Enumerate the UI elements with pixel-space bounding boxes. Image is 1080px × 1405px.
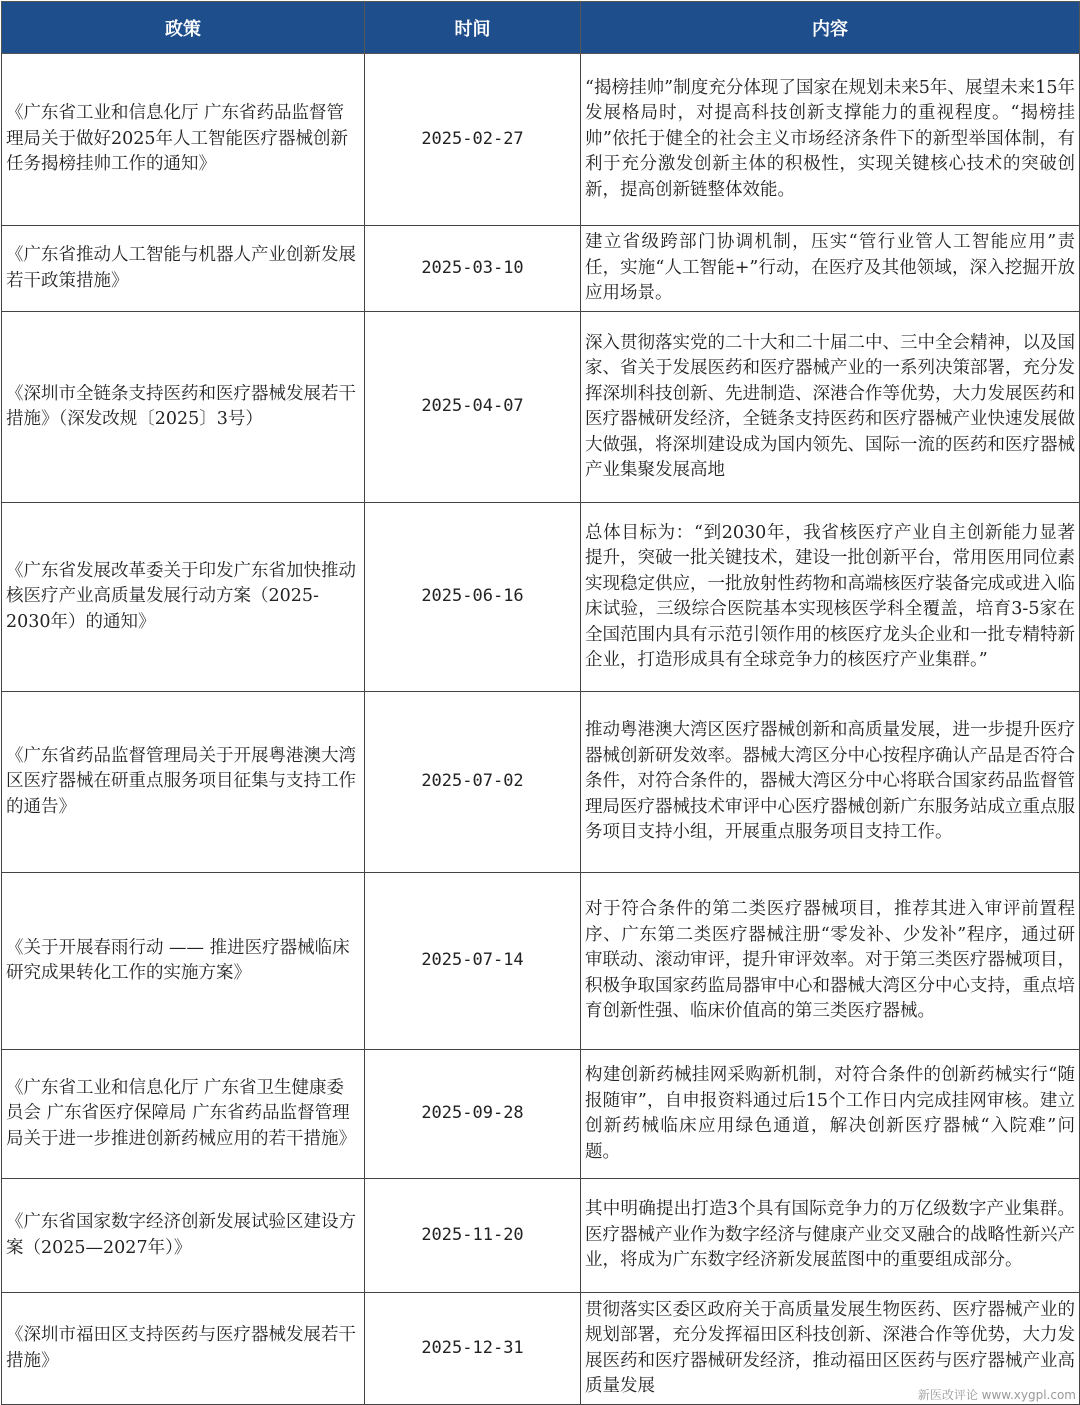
date-cell: 2025-02-27: [365, 54, 581, 226]
policy-cell: 《广东省推动人工智能与机器人产业创新发展若干政策措施》: [2, 226, 365, 312]
date-cell: 2025-09-28: [365, 1050, 581, 1179]
date-cell: 2025-07-02: [365, 692, 581, 873]
watermark: 新医改评论 www.xygpl.com: [917, 1388, 1076, 1402]
date-cell: 2025-03-10: [365, 226, 581, 312]
policy-cell: 《广东省工业和信息化厅 广东省卫生健康委员会 广东省医疗保障局 广东省药品监督管理局关于进一步推进创新药械应用的若干措施》: [2, 1050, 365, 1179]
date-cell: 2025-12-31: [365, 1293, 581, 1405]
content-cell: 其中明确提出打造3个具有国际竞争力的万亿级数字产业集群。医疗器械产业作为数字经济与健康产业交叉融合的战略性新兴产业，将成为广东数字经济新发展蓝图中的重要组成部分。: [581, 1179, 1080, 1293]
table-row: [2, 54, 1080, 226]
content-cell: “揭榜挂帅”制度充分体现了国家在规划未来5年、展望未来15年发展格局时，对提高科技创新支撑能力的重视程度。“揭榜挂帅”依托于健全的社会主义市场经济条件下的新型举国体制，有利于充分激发创新主体的积极性，实现关键核心技术的突破创新，提高创新链整体效能。: [581, 54, 1080, 226]
header-row: [2, 2, 1080, 54]
table-row: [2, 1179, 1080, 1293]
table-row: [2, 873, 1080, 1050]
content-cell: 推动粤港澳大湾区医疗器械创新和高质量发展，进一步提升医疗器械创新研发效率。器械大湾区分中心按程序确认产品是否符合条件，对符合条件的，器械大湾区分中心将联合国家药品监督管理局医疗器械技术审评中心医疗器械创新广东服务站成立重点服务项目支持小组，开展重点服务项目支持工作。: [581, 692, 1080, 873]
table-row: [2, 692, 1080, 873]
policy-cell: 《深圳市福田区支持医药与医疗器械发展若干措施》: [2, 1293, 365, 1405]
date-cell: 2025-11-20: [365, 1179, 581, 1293]
date-cell: 2025-04-07: [365, 312, 581, 503]
policy-cell: 《广东省发展改革委关于印发广东省加快推动核医疗产业高质量发展行动方案（2025-2030年）的通知》: [2, 503, 365, 692]
table-row: [2, 226, 1080, 312]
content-cell: 贯彻落实区委区政府关于高质量发展生物医药、医疗器械产业的规划部署，充分发挥福田区科技创新、深港合作等优势，大力发展医药和医疗器械研发经济，推动福田区医药与医疗器械产业高质量发展: [581, 1293, 1080, 1405]
table-row: [2, 1050, 1080, 1179]
content-cell: 建立省级跨部门协调机制，压实“管行业管人工智能应用”责任，实施“人工智能+”行动，在医疗及其他领域，深入挖掘开放应用场景。: [581, 226, 1080, 312]
date-cell: 2025-06-16: [365, 503, 581, 692]
policy-table: [1, 1, 1080, 1405]
header-date: 时间: [365, 2, 581, 54]
header-policy: 政策: [2, 2, 365, 54]
content-cell: 构建创新药械挂网采购新机制，对符合条件的创新药械实行“随报随审”，自申报资料通过后15个工作日内完成挂网审核。建立创新药械临床应用绿色通道，解决创新医疗器械“入院难”问题。: [581, 1050, 1080, 1179]
header-content: 内容: [581, 2, 1080, 54]
date-cell: 2025-07-14: [365, 873, 581, 1050]
policy-cell: 《广东省工业和信息化厅 广东省药品监督管理局关于做好2025年人工智能医疗器械创新任务揭榜挂帅工作的通知》: [2, 54, 365, 226]
policy-cell: 《广东省国家数字经济创新发展试验区建设方案（2025—2027年）》: [2, 1179, 365, 1293]
policy-cell: 《深圳市全链条支持医药和医疗器械发展若干措施》（深发改规〔2025〕3号）: [2, 312, 365, 503]
table-row: [2, 312, 1080, 503]
policy-cell: 《关于开展春雨行动 —— 推进医疗器械临床研究成果转化工作的实施方案》: [2, 873, 365, 1050]
content-cell: 对于符合条件的第二类医疗器械项目，推荐其进入审评前置程序、广东第二类医疗器械注册“零发补、少发补”程序，通过研审联动、滚动审评，提升审评效率。对于第三类医疗器械项目，积极争取国家药监局器审中心和器械大湾区分中心支持，重点培育创新性强、临床价值高的第三类医疗器械。: [581, 873, 1080, 1050]
table-row: [2, 503, 1080, 692]
content-cell: 深入贯彻落实党的二十大和二十届二中、三中全会精神，以及国家、省关于发展医药和医疗器械产业的一系列决策部署，充分发挥深圳科技创新、先进制造、深港合作等优势，大力发展医药和医疗器械研发经济，全链条支持医药和医疗器械产业快速发展做大做强，将深圳建设成为国内领先、国际一流的医药和医疗器械产业集聚发展高地: [581, 312, 1080, 503]
policy-cell: 《广东省药品监督管理局关于开展粤港澳大湾区医疗器械在研重点服务项目征集与支持工作的通告》: [2, 692, 365, 873]
content-cell: 总体目标为：“到2030年，我省核医疗产业自主创新能力显著提升，突破一批关键技术，建设一批创新平台，常用医用同位素实现稳定供应，一批放射性药物和高端核医疗装备完成或进入临床试验，三级综合医院基本实现核医学科全覆盖，培育3-5家在全国范围内具有示范引领作用的核医疗龙头企业和一批专精特新企业，打造形成具有全球竞争力的核医疗产业集群。”: [581, 503, 1080, 692]
